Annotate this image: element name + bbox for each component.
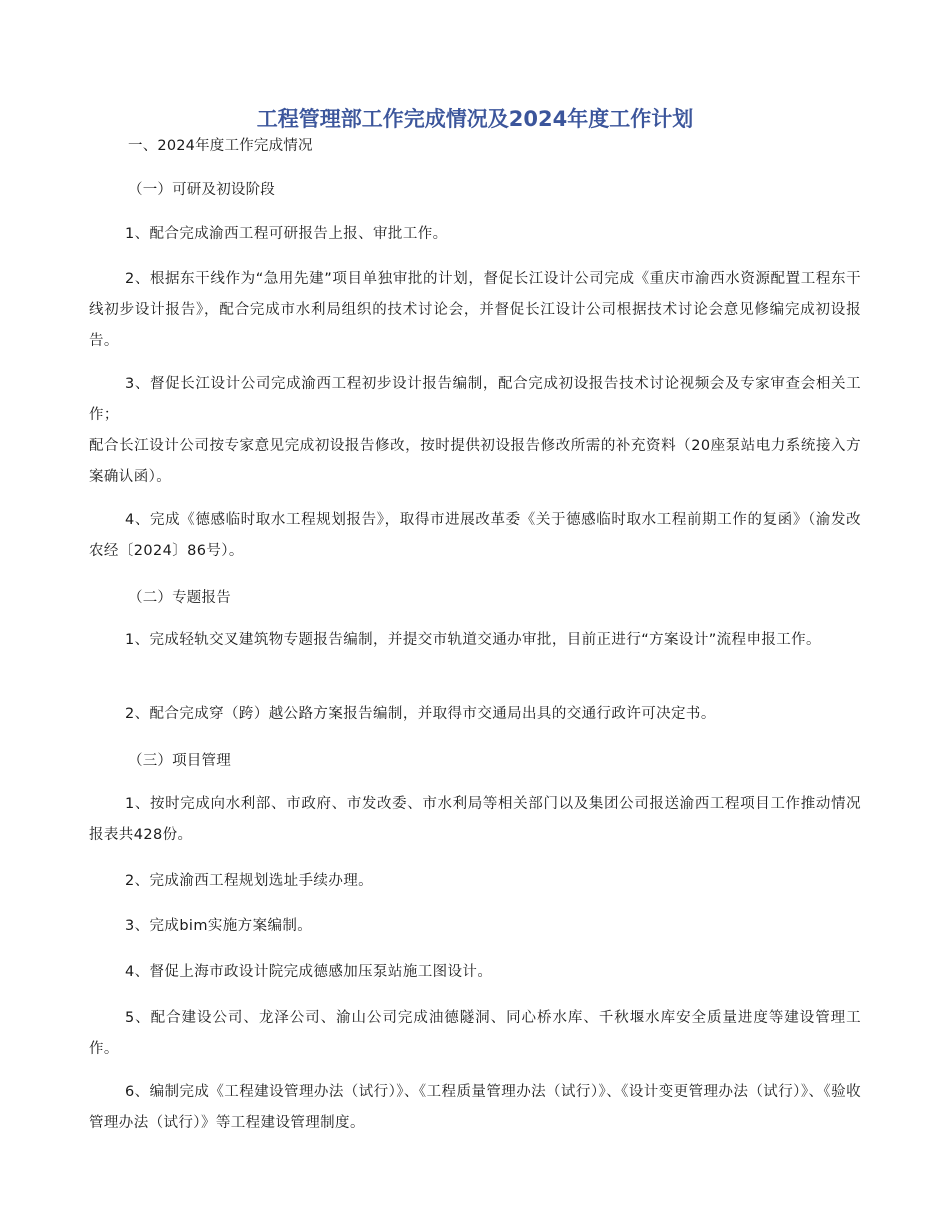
- paragraph-item: 1、配合完成渝西工程可研报告上报、审批工作。: [125, 226, 448, 242]
- section-heading-feasibility: （一）可研及初设阶段: [128, 182, 275, 198]
- paragraph-item: 5、配合建设公司、龙泽公司、渝山公司完成油德隧洞、同心桥水库、千秋堰水库安全质量进度等建设管理工作。: [89, 1010, 861, 1057]
- paragraph-item: 1、完成轻轨交叉建筑物专题报告编制，并提交市轨道交通办审批，目前正进行“方案设计”流程申报工作。: [125, 632, 821, 648]
- section-heading-project-management: （三）项目管理: [128, 753, 231, 769]
- paragraph-item: 2、配合完成穿（跨）越公路方案报告编制，并取得市交通局出具的交通行政许可决定书。: [125, 706, 716, 722]
- paragraph-item: 4、督促上海市政设计院完成德感加压泵站施工图设计。: [125, 964, 493, 980]
- paragraph-item: 3、督促长江设计公司完成渝西工程初步设计报告编制，配合完成初设报告技术讨论视频会及专家审查会相关工作；: [89, 376, 861, 423]
- paragraph-item: 配合长江设计公司按专家意见完成初设报告修改，按时提供初设报告修改所需的补充资料（20座泵站电力系统接入方案确认函）。: [89, 438, 861, 485]
- section-heading-special-reports: （二）专题报告: [128, 590, 231, 606]
- paragraph-item: 4、完成《德感临时取水工程规划报告》，取得市进展改革委《关于德感临时取水工程前期工作的复函》（渝发改农经〔2024〕86号）。: [89, 512, 861, 559]
- heading-level-1: 一、2024年度工作完成情况: [128, 138, 313, 154]
- paragraph-item: 2、根据东干线作为“急用先建”项目单独审批的计划，督促长江设计公司完成《重庆市渝西水资源配置工程东干线初步设计报告》，配合完成市水利局组织的技术讨论会，并督促长江设计公司根据技术讨论会意见修编完成初设报告。: [89, 271, 861, 349]
- paragraph-item: 6、编制完成《工程建设管理办法（试行）》、《工程质量管理办法（试行）》、《设计变更管理办法（试行）》、《验收管理办法（试行）》等工程建设管理制度。: [89, 1084, 861, 1131]
- paragraph-item: 1、按时完成向水利部、市政府、市发改委、市水利局等相关部门以及集团公司报送渝西工程项目工作推动情况报表共428份。: [89, 796, 861, 843]
- paragraph-item: 3、完成bim实施方案编制。: [125, 918, 313, 934]
- document-title: 工程管理部工作完成情况及2024年度工作计划: [256, 107, 694, 131]
- paragraph-item: 2、完成渝西工程规划选址手续办理。: [125, 873, 374, 889]
